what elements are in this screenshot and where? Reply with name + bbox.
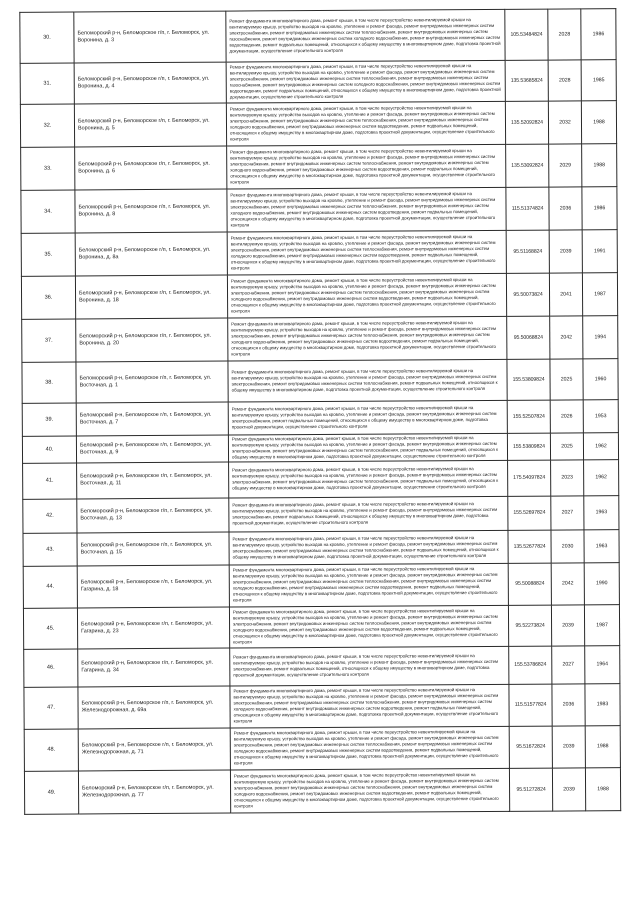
works-cell: Ремонт фундамента многоквартирного дома, ремонт крыши, в том числе переустройство невентилируемой крыши на вентилируемую крышу, устройство выходов на кровлю, утепление и ремонт фасада, ремонт внутридомовых инженерных систем электроснабжения, ремонт внутридомовых инженерных систем теплоснабжения, ремонт внутридомовых инженерных систем газоснабжения, ремонт внутридомовых инженерных систем холодного водоснабжения, ремонт внутридомовых инженерных систем водоотведения, ремонт подвальных помещений, относящихся к общему имуществу в многоквартирном доме, подготовка проектной документации, осуществление строительного контроля bbox=[226, 60, 505, 103]
address-cell: Беломорский р-н, Беломорское г/п, г. Беломорск, ул. Восточная, д. 11 bbox=[77, 462, 229, 499]
cost-cell: 135.52092824 bbox=[505, 101, 548, 144]
address-cell: Беломорский р-н, Беломорское г/п, г. Беломорск, ул. Восточная, д. 1 bbox=[76, 361, 228, 403]
address-cell: Беломорский р-н, Беломорское г/п, г. Беломорск, ул. Воронина, д. 18 bbox=[75, 275, 227, 319]
works-cell: Ремонт фундамента многоквартирного дома, ремонт крыши, в том числе переустройство невентилируемой крыши на вентилируемую крышу, устройство выходов на кровлю, утепление и ремонт фасада, ремонт внутридомовых инженерных систем электроснабжения, ремонт внутридомовых инженерных систем теплоснабжения, ремонт подвальных помещений, относящихся к общему имуществу в многоквартирном доме, подготовка проектной документации, осуществление строительного контроля bbox=[229, 460, 508, 498]
cost-cell: 135.53092824 bbox=[506, 144, 549, 187]
table-row bbox=[23, 460, 619, 500]
build-year-cell: 1963 bbox=[584, 496, 619, 530]
cost-cell: 95.50088824 bbox=[508, 563, 551, 605]
address-cell: Беломорский р-н, Беломорское г/п, г. Беломорск, ул. Гагарина, д. 23 bbox=[77, 607, 229, 649]
planned-year-cell: 2030 bbox=[551, 530, 584, 563]
address-cell: Беломорский р-н, Беломорское г/п, г. Беломорск, ул. Гагарина, д. 34 bbox=[78, 648, 230, 687]
planned-year-cell: 2032 bbox=[548, 101, 581, 144]
table-body bbox=[20, 9, 621, 815]
works-cell: Ремонт фундамента многоквартирного дома, ремонт крыши, в том числе переустройство невентилируемой крыши на вентилируемую крышу, устройство выходов на кровлю, утепление и ремонт фасада, ремонт внутридомовых инженерных систем электроснабжения, ремонт внутридомовых инженерных систем теплоснабжения, ремонт внутридомовых инженерных систем холодного водоснабжения, ремонт внутридомовых инженерных систем водоотведения, ремонт подвальных помещений, относящихся к общему имуществу в многоквартирном доме, подготовка проектной документации, осуществление строительного контроля bbox=[228, 316, 507, 361]
works-cell: Ремонт фундамента многоквартирного дома, ремонт крыши, в том числе переустройство невентилируемой крыши на вентилируемую крышу, устройство выходов на кровлю, утепление и ремонт фасада, ремонт внутридомовых инженерных систем электроснабжения, ремонт внутридомовых инженерных систем теплоснабжения, ремонт внутридомовых инженерных систем холодного водоснабжения, ремонт внутридомовых инженерных систем водоотведения, ремонт подвальных помещений, относящихся к общему имуществу в многоквартирном доме, подготовка проектной документации, осуществление строительного контроля bbox=[227, 273, 506, 318]
cost-cell: 155.52697824 bbox=[508, 496, 551, 530]
address-cell: Беломорский р-н, Беломорское г/п, г. Беломорск, ул. Воронина, д. 20 bbox=[76, 318, 228, 362]
planned-year-cell: 2039 bbox=[549, 230, 582, 273]
row-number-cell: 39. bbox=[22, 403, 76, 436]
address-cell: Беломорский р-н, Беломорское г/п, г. Беломорск, ул. Воронина, д. 6 bbox=[75, 146, 227, 190]
works-cell: Ремонт фундамента многоквартирного дома, ремонт крыши, в том числе переустройство невентилируемой крыши на вентилируемую крышу, устройство выходов на кровлю, утепление и ремонт фасада, ремонт внутридомовых инженерных систем электроснабжения, ремонт внутридомовых инженерных систем теплоснабжения, ремонт подвальных помещений, относящихся к общему имуществу в многоквартирном доме, подготовка проектной документации, осуществление строительного контроля bbox=[229, 530, 508, 565]
planned-year-cell: 2039 bbox=[552, 726, 585, 768]
row-number-cell: 34. bbox=[21, 190, 75, 233]
cost-cell: 95.51272824 bbox=[509, 768, 552, 811]
planned-year-cell: 2025 bbox=[550, 433, 583, 460]
planned-year-cell: 2027 bbox=[551, 496, 584, 530]
cost-cell: 95.50068824 bbox=[507, 316, 550, 359]
works-cell: Ремонт фундамента многоквартирного дома, ремонт крыши, в том числе переустройство невентилируемой крыши на вентилируемую крышу, устройство выходов на кровлю, утепление и ремонт фасада, ремонт внутридомовых инженерных систем электроснабжения, ремонт внутридомовых инженерных систем теплоснабжения, ремонт внутридомовых инженерных систем холодного водоснабжения, ремонт внутридомовых инженерных систем водоотведения, ремонт подвальных помещений, относящихся к общему имуществу в многоквартирном доме, подготовка проектной документации, осуществление строительного контроля bbox=[230, 726, 509, 770]
row-number-cell: 45. bbox=[23, 608, 77, 649]
works-cell: Ремонт фундамента многоквартирного дома, ремонт крыши, в том числе переустройство невентилируемой крыши на вентилируемую крышу, устройство выходов на кровлю, утепление и ремонт фасада, ремонт внутридомовых инженерных систем электроснабжения, ремонт внутридомовых инженерных систем теплоснабжения, ремонт внутридомовых инженерных систем холодного водоснабжения, ремонт внутридомовых инженерных систем водоотведения, ремонт подвальных помещений, относящихся к общему имуществу в многоквартирном доме, подготовка проектной документации, осуществление строительного контроля bbox=[227, 144, 506, 189]
build-year-cell: 1988 bbox=[581, 101, 616, 144]
works-cell: Ремонт фундамента многоквартирного дома, ремонт крыши, в том числе переустройство невентилируемой крыши на вентилируемую крышу, устройство выходов на кровлю, утепление и ремонт фасада, ремонт внутридомовых инженерных систем электроснабжения, ремонт подвальных помещений, относящихся к общему имуществу в многоквартирном доме, подготовка проектной документации, осуществление строительного контроля bbox=[229, 496, 508, 532]
cost-cell: 135.53685824 bbox=[505, 60, 548, 101]
table-row bbox=[24, 768, 620, 815]
table-row bbox=[21, 144, 617, 191]
table-row bbox=[23, 496, 619, 534]
address-cell: Беломорский р-н, Беломорское г/п, г. Беломорск, ул. Воронина, д. 8 bbox=[75, 189, 227, 233]
build-year-cell: 1986 bbox=[581, 9, 616, 60]
planned-year-cell: 2028 bbox=[548, 9, 581, 60]
table-row bbox=[22, 400, 618, 437]
table-row bbox=[24, 684, 620, 730]
table-row bbox=[20, 101, 616, 148]
capital-repair-table bbox=[19, 8, 621, 815]
address-cell: Беломорский р-н, Беломорское г/п, г. Беломорск, ул. Воронина, д. 4 bbox=[74, 62, 226, 104]
address-cell: Беломорский р-н, Беломорское г/п, г. Беломорск, ул. Воронина, д. 8а bbox=[75, 232, 227, 276]
address-cell: Беломорский р-н, Беломорское г/п, г. Беломорск, ул. Воронина, д. 5 bbox=[74, 103, 226, 147]
address-cell: Беломорский р-н, Беломорское г/п, г. Беломорск, ул. Восточная, д. 15 bbox=[77, 532, 229, 566]
address-cell: Беломорский р-н, Беломорское г/п, г. Беломорск, ул. Воронина, д. 3 bbox=[74, 11, 226, 63]
table-row bbox=[23, 530, 619, 567]
works-cell: Ремонт фундамента многоквартирного дома, ремонт крыши, в том числе переустройство невентилируемой крыши на вентилируемую крышу, устройство выходов на кровлю, утепление и ремонт фасада, ремонт внутридомовых инженерных систем электроснабжения, ремонт внутридомовых инженерных систем теплоснабжения, ремонт внутридомовых инженерных систем холодного водоснабжения, ремонт внутридомовых инженерных систем водоотведения, ремонт подвальных помещений, относящихся к общему имуществу в многоквартирном доме, подготовка проектной документации, осуществление строительного контроля bbox=[229, 605, 508, 648]
planned-year-cell: 2039 bbox=[551, 605, 584, 646]
row-number-cell: 38. bbox=[22, 362, 76, 403]
cost-cell: 155.52507824 bbox=[507, 400, 550, 433]
row-number-cell: 37. bbox=[22, 319, 76, 362]
works-cell: Ремонт фундамента многоквартирного дома, ремонт крыши, в том числе переустройство невентилируемой крыши на вентилируемую крышу, устройство выходов на кровлю, утепление и ремонт фасада, ремонт внутридомовых инженерных систем электроснабжения, ремонт внутридомовых инженерных систем теплоснабжения, ремонт подвальных помещений, относящихся к общему имуществу в многоквартирном доме, подготовка проектной документации, осуществление строительного контроля bbox=[228, 359, 507, 402]
table-row bbox=[24, 726, 620, 772]
build-year-cell: 1988 bbox=[585, 768, 620, 811]
cost-cell: 155.53786824 bbox=[509, 646, 552, 684]
table-row bbox=[22, 359, 618, 404]
works-cell: Ремонт фундамента многоквартирного дома, ремонт крыши, в том числе переустройство невентилируемой крыши на вентилируемую крышу, устройство выходов на кровлю, утепление и ремонт фасада, ремонт внутридомовых инженерных систем электроснабжения, ремонт внутридомовых инженерных систем теплоснабжения, ремонт внутридомовых инженерных систем газоснабжения, ремонт внутридомовых инженерных систем холодного водоснабжения, ремонт внутридомовых инженерных систем водоотведения, ремонт подвальных помещений, относящихся к общему имуществу в многоквартирном доме, подготовка проектной документации, осуществление строительного контроля bbox=[226, 9, 505, 62]
works-cell: Ремонт фундамента многоквартирного дома, ремонт крыши, в том числе переустройство невентилируемой крыши на вентилируемую крышу, устройство выходов на кровлю, утепление и ремонт фасада, ремонт внутридомовых инженерных систем электроснабжения, ремонт подвальных помещений, относящихся к общему имуществу в многоквартирном доме, подготовка проектной документации, осуществление строительного контроля bbox=[228, 400, 507, 435]
table-row bbox=[20, 9, 616, 64]
planned-year-cell: 2042 bbox=[550, 316, 583, 359]
works-cell: Ремонт фундамента многоквартирного дома, ремонт крыши, в том числе переустройство невентилируемой крыши на вентилируемую крышу, устройство выходов на кровлю, утепление и ремонт фасада, ремонт внутридомовых инженерных систем электроснабжения, ремонт внутридомовых инженерных систем теплоснабжения, ремонт внутридомовых инженерных систем холодного водоснабжения, ремонт внутридомовых инженерных систем водоотведения, ремонт подвальных помещений, относящихся к общему имуществу в многоквартирном доме, подготовка проектной документации, осуществление строительного контроля bbox=[227, 230, 506, 275]
build-year-cell: 1960 bbox=[583, 359, 618, 400]
table-row bbox=[21, 273, 617, 320]
row-number-cell: 46. bbox=[24, 649, 78, 687]
row-number-cell: 47. bbox=[24, 687, 78, 729]
build-year-cell: 1987 bbox=[584, 605, 619, 646]
build-year-cell: 1953 bbox=[583, 400, 618, 433]
address-cell: Беломорский р-н, Беломорское г/п, г. Беломорск, ул. Железнодорожная, д. 69а bbox=[78, 686, 230, 729]
planned-year-cell: 2039 bbox=[552, 768, 585, 811]
cost-cell: 115.51374824 bbox=[506, 187, 549, 230]
cost-cell: 175.54097824 bbox=[508, 460, 551, 496]
build-year-cell: 1988 bbox=[582, 144, 617, 187]
address-cell: Беломорский р-н, Беломорское г/п, г. Беломорск, ул. Железнодорожная, д. 77 bbox=[78, 770, 230, 814]
build-year-cell: 1983 bbox=[585, 684, 620, 726]
address-cell: Беломорский р-н, Беломорское г/п, г. Беломорск, ул. Гагарина, д. 18 bbox=[77, 565, 229, 608]
build-year-cell: 1963 bbox=[584, 530, 619, 563]
works-cell: Ремонт фундамента многоквартирного дома, ремонт крыши, в том числе переустройство невентилируемой крыши на вентилируемую крышу, устройство выходов на кровлю, утепление и ремонт фасада, ремонт внутридомовых инженерных систем электроснабжения, ремонт подвальных помещений, относящихся к общему имуществу в многоквартирном доме, подготовка проектной документации, осуществление строительного контроля bbox=[230, 646, 509, 686]
row-number-cell: 49. bbox=[24, 771, 78, 814]
row-number-cell: 43. bbox=[23, 533, 77, 566]
table-row bbox=[22, 433, 618, 464]
row-number-cell: 35. bbox=[21, 233, 75, 276]
build-year-cell: 1962 bbox=[583, 433, 618, 460]
planned-year-cell: 2027 bbox=[552, 646, 585, 684]
cost-cell: 95.51672824 bbox=[509, 726, 552, 768]
build-year-cell: 1994 bbox=[583, 316, 618, 359]
table-row bbox=[24, 646, 620, 688]
row-number-cell: 41. bbox=[23, 463, 77, 499]
row-number-cell: 44. bbox=[23, 566, 77, 608]
build-year-cell: 1990 bbox=[584, 563, 619, 605]
table-row bbox=[22, 316, 618, 363]
table-row bbox=[23, 563, 619, 609]
table-row bbox=[23, 605, 619, 650]
build-year-cell: 1988 bbox=[585, 726, 620, 768]
works-cell: Ремонт фундамента многоквартирного дома, ремонт крыши, в том числе переустройство невентилируемой крыши на вентилируемую крышу, устройство выходов на кровлю, утепление и ремонт фасада, ремонт внутридомовых инженерных систем электроснабжения, ремонт внутридомовых инженерных систем теплоснабжения, ремонт внутридомовых инженерных систем холодного водоснабжения, ремонт внутридомовых инженерных систем водоотведения, ремонт подвальных помещений, относящихся к общему имуществу в многоквартирном доме, подготовка проектной документации, осуществление строительного контроля bbox=[227, 187, 506, 232]
cost-cell: 115.51577824 bbox=[509, 684, 552, 726]
build-year-cell: 1986 bbox=[582, 187, 617, 230]
works-cell: Ремонт фундамента многоквартирного дома, ремонт крыши, в том числе переустройство невентилируемой крыши на вентилируемую крышу, устройство выходов на кровлю, утепление и ремонт фасада, ремонт внутридомовых инженерных систем электроснабжения, ремонт внутридомовых инженерных систем теплоснабжения, ремонт внутридомовых инженерных систем холодного водоснабжения, ремонт внутридомовых инженерных систем водоотведения, ремонт подвальных помещений, относящихся к общему имуществу в многоквартирном доме, подготовка проектной документации, осуществление строительного контроля bbox=[230, 684, 509, 728]
build-year-cell: 1991 bbox=[582, 230, 617, 273]
cost-cell: 155.53809824 bbox=[507, 433, 550, 460]
works-cell: Ремонт фундамента многоквартирного дома, ремонт крыши, в том числе переустройство невентилируемой крыши на вентилируемую крышу, устройство выходов на кровлю, утепление и ремонт фасада, ремонт внутридомовых инженерных систем электроснабжения, ремонт внутридомовых инженерных систем теплоснабжения, ремонт внутридомовых инженерных систем холодного водоснабжения, ремонт внутридомовых инженерных систем водоотведения, ремонт подвальных помещений, относящихся к общему имуществу в многоквартирном доме, подготовка проектной документации, осуществление строительного контроля bbox=[230, 768, 509, 813]
cost-cell: 95.50073824 bbox=[506, 273, 549, 316]
row-number-cell: 32. bbox=[20, 104, 74, 147]
table-row bbox=[21, 230, 617, 277]
build-year-cell: 1985 bbox=[581, 60, 616, 101]
planned-year-cell: 2041 bbox=[549, 273, 582, 316]
address-cell: Беломорский р-н, Беломорское г/п, г. Беломорск, ул. Железнодорожная, д. 71 bbox=[78, 728, 230, 771]
build-year-cell: 1987 bbox=[582, 273, 617, 316]
row-number-cell: 42. bbox=[23, 499, 77, 533]
works-cell: Ремонт фундамента многоквартирного дома, ремонт крыши, в том числе переустройство невентилируемой крыши на вентилируемую крышу, устройство выходов на кровлю, утепление и ремонт фасада, ремонт внутридомовых инженерных систем электроснабжения, ремонт внутридомовых инженерных систем теплоснабжения, ремонт подвальных помещений, относящихся к общему имуществу в многоквартирном доме, подготовка проектной документации, осуществление строительного контроля bbox=[228, 433, 507, 462]
address-cell: Беломорский р-н, Беломорское г/п, г. Беломорск, ул. Восточная, д. 13 bbox=[77, 498, 229, 533]
row-number-cell: 48. bbox=[24, 729, 78, 771]
planned-year-cell: 2025 bbox=[550, 359, 583, 400]
build-year-cell: 1962 bbox=[584, 460, 619, 496]
table-row bbox=[21, 187, 617, 234]
planned-year-cell: 2036 bbox=[549, 187, 582, 230]
build-year-cell: 1964 bbox=[585, 646, 620, 684]
cost-cell: 95.51168824 bbox=[506, 230, 549, 273]
planned-year-cell: 2036 bbox=[552, 684, 585, 726]
row-number-cell: 33. bbox=[21, 147, 75, 190]
planned-year-cell: 2026 bbox=[550, 400, 583, 433]
row-number-cell: 30. bbox=[20, 12, 74, 63]
table-row bbox=[20, 60, 616, 105]
planned-year-cell: 2042 bbox=[551, 563, 584, 605]
cost-cell: 135.52677824 bbox=[508, 530, 551, 563]
cost-cell: 95.52273824 bbox=[508, 605, 551, 646]
planned-year-cell: 2029 bbox=[549, 144, 582, 187]
cost-cell: 105.53484824 bbox=[505, 9, 548, 60]
planned-year-cell: 2028 bbox=[548, 60, 581, 101]
works-cell: Ремонт фундамента многоквартирного дома, ремонт крыши, в том числе переустройство невентилируемой крыши на вентилируемую крышу, устройство выходов на кровлю, утепление и ремонт фасада, ремонт внутридомовых инженерных систем электроснабжения, ремонт внутридомовых инженерных систем теплоснабжения, ремонт внутридомовых инженерных систем холодного водоснабжения, ремонт внутридомовых инженерных систем водоотведения, ремонт подвальных помещений, относящихся к общему имуществу в многоквартирном доме, подготовка проектной документации, осуществление строительного контроля bbox=[229, 563, 508, 607]
works-cell: Ремонт фундамента многоквартирного дома, ремонт крыши, в том числе переустройство невентилируемой крыши на вентилируемую крышу, устройство выходов на кровлю, утепление и ремонт фасада, ремонт внутридомовых инженерных систем электроснабжения, ремонт внутридомовых инженерных систем теплоснабжения, ремонт внутридомовых инженерных систем холодного водоснабжения, ремонт внутридомовых инженерных систем водоотведения, ремонт подвальных помещений, относящихся к общему имуществу в многоквартирном доме, подготовка проектной документации, осуществление строительного контроля bbox=[226, 101, 505, 146]
planned-year-cell: 2023 bbox=[551, 460, 584, 496]
row-number-cell: 40. bbox=[22, 436, 76, 463]
address-cell: Беломорский р-н, Беломорское г/п, г. Беломорск, ул. Восточная, д. 9 bbox=[76, 435, 228, 463]
row-number-cell: 36. bbox=[21, 276, 75, 319]
address-cell: Беломорский р-н, Беломорское г/п, г. Беломорск, ул. Восточная, д. 7 bbox=[76, 402, 228, 436]
row-number-cell: 31. bbox=[20, 63, 74, 104]
cost-cell: 155.53809824 bbox=[507, 359, 550, 400]
